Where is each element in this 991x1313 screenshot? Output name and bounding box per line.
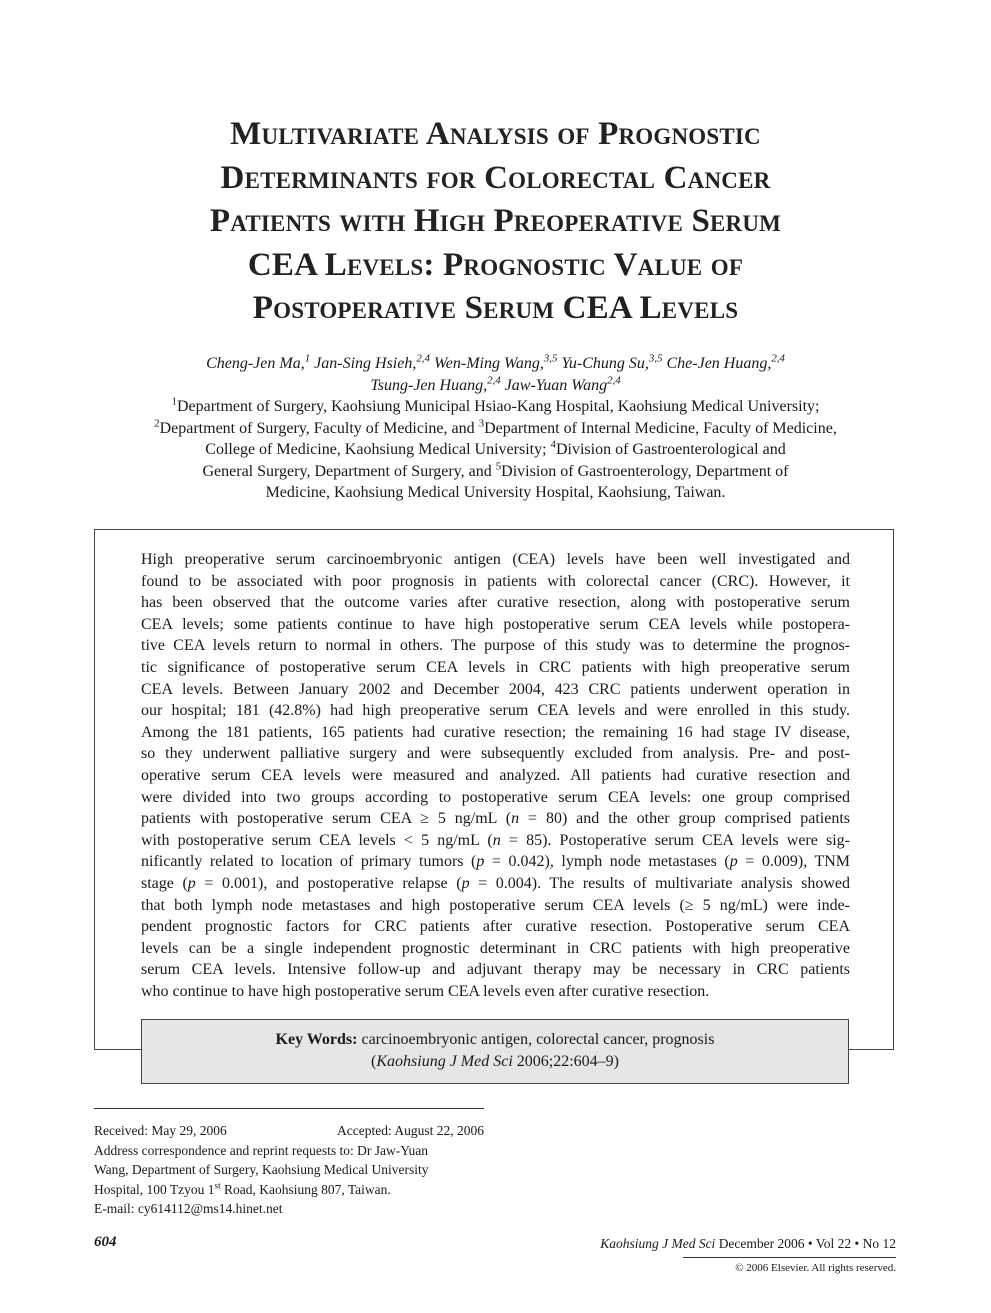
author-affil-ref: 1 <box>304 352 311 365</box>
keywords-text: carcinoembryonic antigen, colorectal cancer, prognosis <box>357 1031 715 1048</box>
title-line: Postoperative Serum CEA Levels <box>252 290 739 326</box>
abstract-line <box>141 851 850 873</box>
copyright-notice: © 2006 Elsevier. All rights reserved. <box>735 1262 896 1274</box>
footnotes <box>94 1121 484 1219</box>
author-name: Tsung-Jen Huang, <box>370 377 488 394</box>
citation-fragment: ( <box>371 1053 377 1070</box>
abstract-line: so they underwent palliative surgery and were subsequently excluded from analysis. Pre- and post- <box>141 745 850 763</box>
abstract-line <box>141 873 850 895</box>
abstract-line: levels can be a single independent prognostic determinant in CRC patients with high preoperative <box>141 939 850 957</box>
citation-fragment: 2006;22:604–9) <box>512 1053 619 1070</box>
abstract-fragment: = 80) and the other group comprised patients <box>519 810 850 828</box>
affil-text: Department of Surgery, Faculty of Medicine, and <box>159 419 479 437</box>
correspondence-line <box>94 1180 484 1200</box>
journal-info <box>600 1236 896 1252</box>
footer-rule <box>683 1257 896 1258</box>
affil-ref: 1 <box>171 395 177 408</box>
affil-ref: 4 <box>550 438 556 451</box>
footnote-rule <box>94 1108 484 1109</box>
affil-ref: 2 <box>154 417 160 430</box>
abstract-line: serum CEA levels. Intensive follow-up and adjuvant therapy may be necessary in CRC patients <box>141 961 850 979</box>
affiliation-line <box>90 439 901 461</box>
keywords-label: Key Words: <box>275 1031 358 1048</box>
abstract-line: our hospital; 181 (42.8%) had high preoperative serum CEA levels and were enrolled in this study. <box>141 702 850 720</box>
affiliation-line <box>90 396 901 418</box>
abstract-line: CEA levels; some patients continue to have high postoperative serum CEA levels while postopera- <box>141 615 850 633</box>
abstract-text <box>141 549 850 1002</box>
affil-text: General Surgery, Department of Surgery, and <box>202 462 496 480</box>
citation-line <box>142 1051 848 1073</box>
abstract-fragment: = 0.042), lymph node metastases ( <box>484 853 730 871</box>
affiliation-line <box>90 418 901 440</box>
author-name: Yu-Chung Su, <box>557 355 649 372</box>
abstract-italic: p <box>187 874 196 892</box>
abstract-line: Among the 181 patients, 165 patients had curative resection; the remaining 16 had stage IV disease, <box>141 723 850 741</box>
issue-info: December 2006 • Vol 22 • No 12 <box>715 1236 896 1251</box>
title-line: Determinants for Colorectal Cancer <box>220 159 771 196</box>
abstract-italic: n <box>511 810 520 828</box>
abstract-line: found to be associated with poor prognosis in patients with colorectal cancer (CRC). However, it <box>141 572 850 590</box>
author-line <box>95 353 896 375</box>
author-list <box>95 353 896 397</box>
affil-ref: 3 <box>478 417 485 430</box>
abstract-line: were divided into two groups according to postoperative serum CEA levels: one group comprised <box>141 788 850 806</box>
affiliation-line <box>90 461 901 483</box>
email-line: E-mail: cy614112@ms14.hinet.net <box>94 1201 283 1216</box>
affil-text: College of Medicine, Kaohsiung Medical University; <box>205 441 551 459</box>
abstract-italic: p <box>461 874 470 892</box>
affil-text: Division of Gastroenterological and <box>555 441 786 459</box>
correspondence-line: Wang, Department of Surgery, Kaohsiung Medical University <box>94 1162 429 1177</box>
author-name: Wen-Ming Wang, <box>429 355 544 372</box>
affil-text: Division of Gastroenterology, Department of <box>501 462 789 480</box>
citation-journal: Kaohsiung J Med Sci <box>376 1053 513 1070</box>
dates-row <box>94 1121 484 1141</box>
affil-ref: 5 <box>495 460 502 473</box>
abstract-line: operative serum CEA levels were measured and analyzed. All patients had curative resection and <box>141 766 850 784</box>
abstract-fragment: patients with postoperative serum CEA ≥ 5 ng/mL ( <box>141 810 512 828</box>
received-date: Received: May 29, 2006 <box>94 1123 227 1138</box>
article-title <box>95 113 896 331</box>
affiliation-line: Medicine, Kaohsiung Medical University Hospital, Kaohsiung, Taiwan. <box>265 484 726 502</box>
abstract-line: pendent prognostic factors for CRC patients after curative resection. Postoperative serum CEA <box>141 918 850 936</box>
page-number: 604 <box>94 1234 117 1250</box>
abstract-fragment: = 0.009), TNM <box>737 853 850 871</box>
abstract-line <box>141 808 850 830</box>
title-line: CEA Levels: Prognostic Value of <box>247 246 744 283</box>
abstract-italic: p <box>729 853 738 871</box>
author-affil-ref: 2,4 <box>607 374 621 387</box>
author-name: Cheng-Jen Ma, <box>206 355 305 372</box>
affil-text: Department of Internal Medicine, Faculty of Medicine, <box>484 419 837 437</box>
address-fragment: Road, Kaohsiung 807, Taiwan. <box>220 1181 391 1197</box>
author-line <box>95 375 896 397</box>
author-affil-ref: 3,5 <box>543 352 558 365</box>
author-name: Che-Jen Huang, <box>662 355 772 372</box>
abstract-line: has been observed that the outcome varies after curative resection, along with postoperative serum <box>141 594 850 612</box>
author-affil-ref: 2,4 <box>416 352 430 365</box>
affiliations <box>90 396 901 504</box>
author-affil-ref: 2,4 <box>487 374 501 387</box>
keywords-line <box>142 1029 848 1051</box>
title-line: Multivariate Analysis of Prognostic <box>230 116 761 152</box>
abstract-line: tive CEA levels return to normal in others. The purpose of this study was to determine the prognos- <box>141 637 850 655</box>
abstract-line: tic significance of postoperative serum CEA levels in CRC patients with high preoperative serum <box>141 658 850 676</box>
author-name: Jan-Sing Hsieh, <box>310 355 417 372</box>
ordinal-suffix: st <box>214 1180 221 1190</box>
abstract-fragment: nificantly related to location of primary tumors ( <box>141 853 477 871</box>
author-name: Jaw-Yuan Wang <box>500 377 608 394</box>
abstract-fragment: with postoperative serum CEA levels < 5 ng/mL ( <box>141 831 493 849</box>
title-line: Patients with High Preoperative Serum <box>209 203 782 239</box>
abstract-line: who continue to have high postoperative serum CEA levels even after curative resection. <box>141 982 710 1000</box>
correspondence-line: Address correspondence and reprint requests to: Dr Jaw-Yuan <box>94 1142 429 1158</box>
abstract-fragment: = 0.001), and postoperative relapse ( <box>195 874 462 892</box>
abstract-italic: n <box>492 831 501 849</box>
author-affil-ref: 3,5 <box>648 352 663 365</box>
abstract-line: CEA levels. Between January 2002 and December 2004, 423 CRC patients underwent operation in <box>141 680 850 698</box>
abstract-line <box>141 830 850 852</box>
abstract-fragment: = 85). Postoperative serum CEA levels were sig- <box>500 831 850 849</box>
accepted-date: Accepted: August 22, 2006 <box>337 1123 484 1138</box>
author-affil-ref: 2,4 <box>771 352 785 365</box>
abstract-fragment: = 0.004). The results of multivariate analysis showed <box>469 874 851 892</box>
journal-name: Kaohsiung J Med Sci <box>600 1236 716 1251</box>
abstract-italic: p <box>476 853 485 871</box>
abstract-line: that both lymph node metastases and high postoperative serum CEA levels (≥ 5 ng/mL) were inde- <box>141 896 850 914</box>
abstract-line: High preoperative serum carcinoembryonic antigen (CEA) levels have been well investigated and <box>141 551 850 568</box>
keywords-box <box>141 1019 849 1084</box>
address-fragment: Hospital, 100 Tzyou 1 <box>94 1181 215 1197</box>
abstract-fragment: stage ( <box>141 874 188 892</box>
affil-text: Department of Surgery, Kaohsiung Municipal Hsiao-Kang Hospital, Kaohsiung Medical University; <box>176 398 820 415</box>
